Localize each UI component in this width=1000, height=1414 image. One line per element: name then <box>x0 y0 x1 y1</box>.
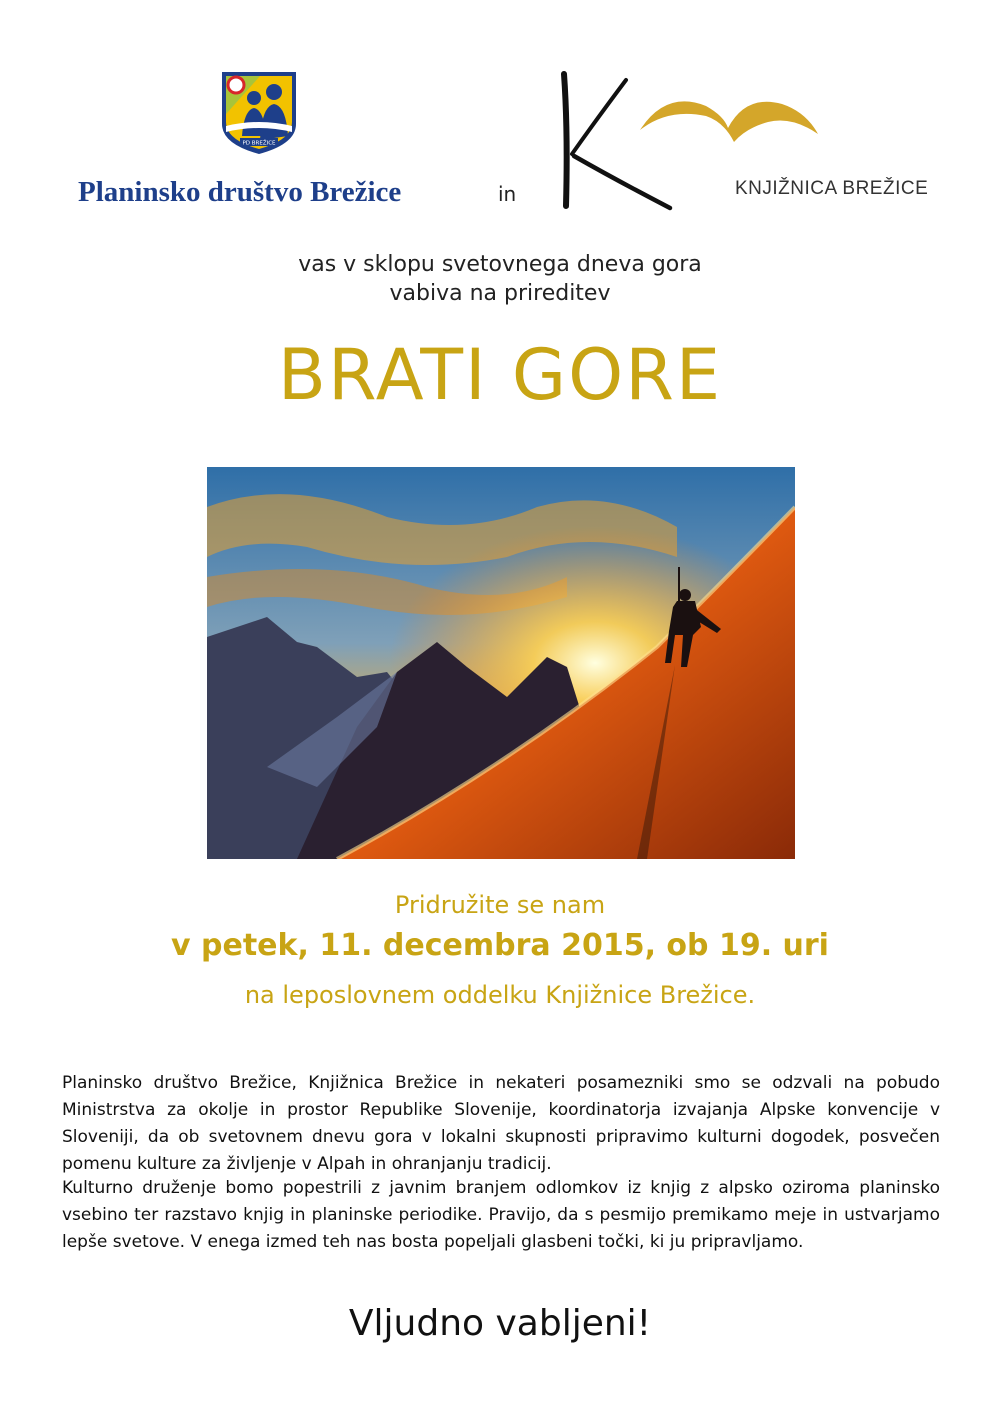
intro-line-2: vabiva na prireditev <box>389 281 611 306</box>
body-paragraph-2: Kulturno druženje bomo popestrili z javnim branjem odlomkov iz knjig z alpsko oziroma planinsko vsebino ter razstavo knjig in planinske periodike. Pravijo, da s pesmijo premikamo meje in ustvarjamo lepše svetove. V enega izmed teh nas bosta popeljali glasbeni točki, ki ju pripravljamo. <box>62 1178 940 1252</box>
join-invitation: Pridružite se nam <box>394 891 606 919</box>
knjiznica-brezice-name: KNJIŽNICA BREŽICE <box>735 178 929 199</box>
pd-brezice-logo <box>214 66 304 156</box>
pd-brezice-name: Planinsko društvo Brežice <box>78 176 402 208</box>
connector-word: in <box>498 182 517 206</box>
mountain-climber-photo <box>207 467 795 859</box>
event-title: BRATI GORE <box>277 334 723 416</box>
event-date-time: v petek, 11. decembra 2015, ob 19. uri <box>171 928 829 963</box>
intro-line-1: vas v sklopu svetovnega dneva gora <box>298 252 702 277</box>
event-location: na leposlovnem oddelku Knjižnice Brežice. <box>244 981 756 1009</box>
pd-logo-text: PD BREŽICE <box>242 140 276 147</box>
body-paragraph-1: Planinsko društvo Brežice, Knjižnica Brežice in nekateri posamezniki smo se odzvali na pobudo Ministrstva za okolje in prostor Republike Slovenije, koordinatorja izvajanja Alpske konvencije v Sloveniji, da ob svetovnem dnevu gora v lokalni skupnosti pripravimo kulturni dogodek, posvečen pomenu kulture za življenje v Alpah in ohranjanju tradicij. <box>62 1073 940 1174</box>
closing-greeting: Vljudno vabljeni! <box>348 1303 652 1344</box>
